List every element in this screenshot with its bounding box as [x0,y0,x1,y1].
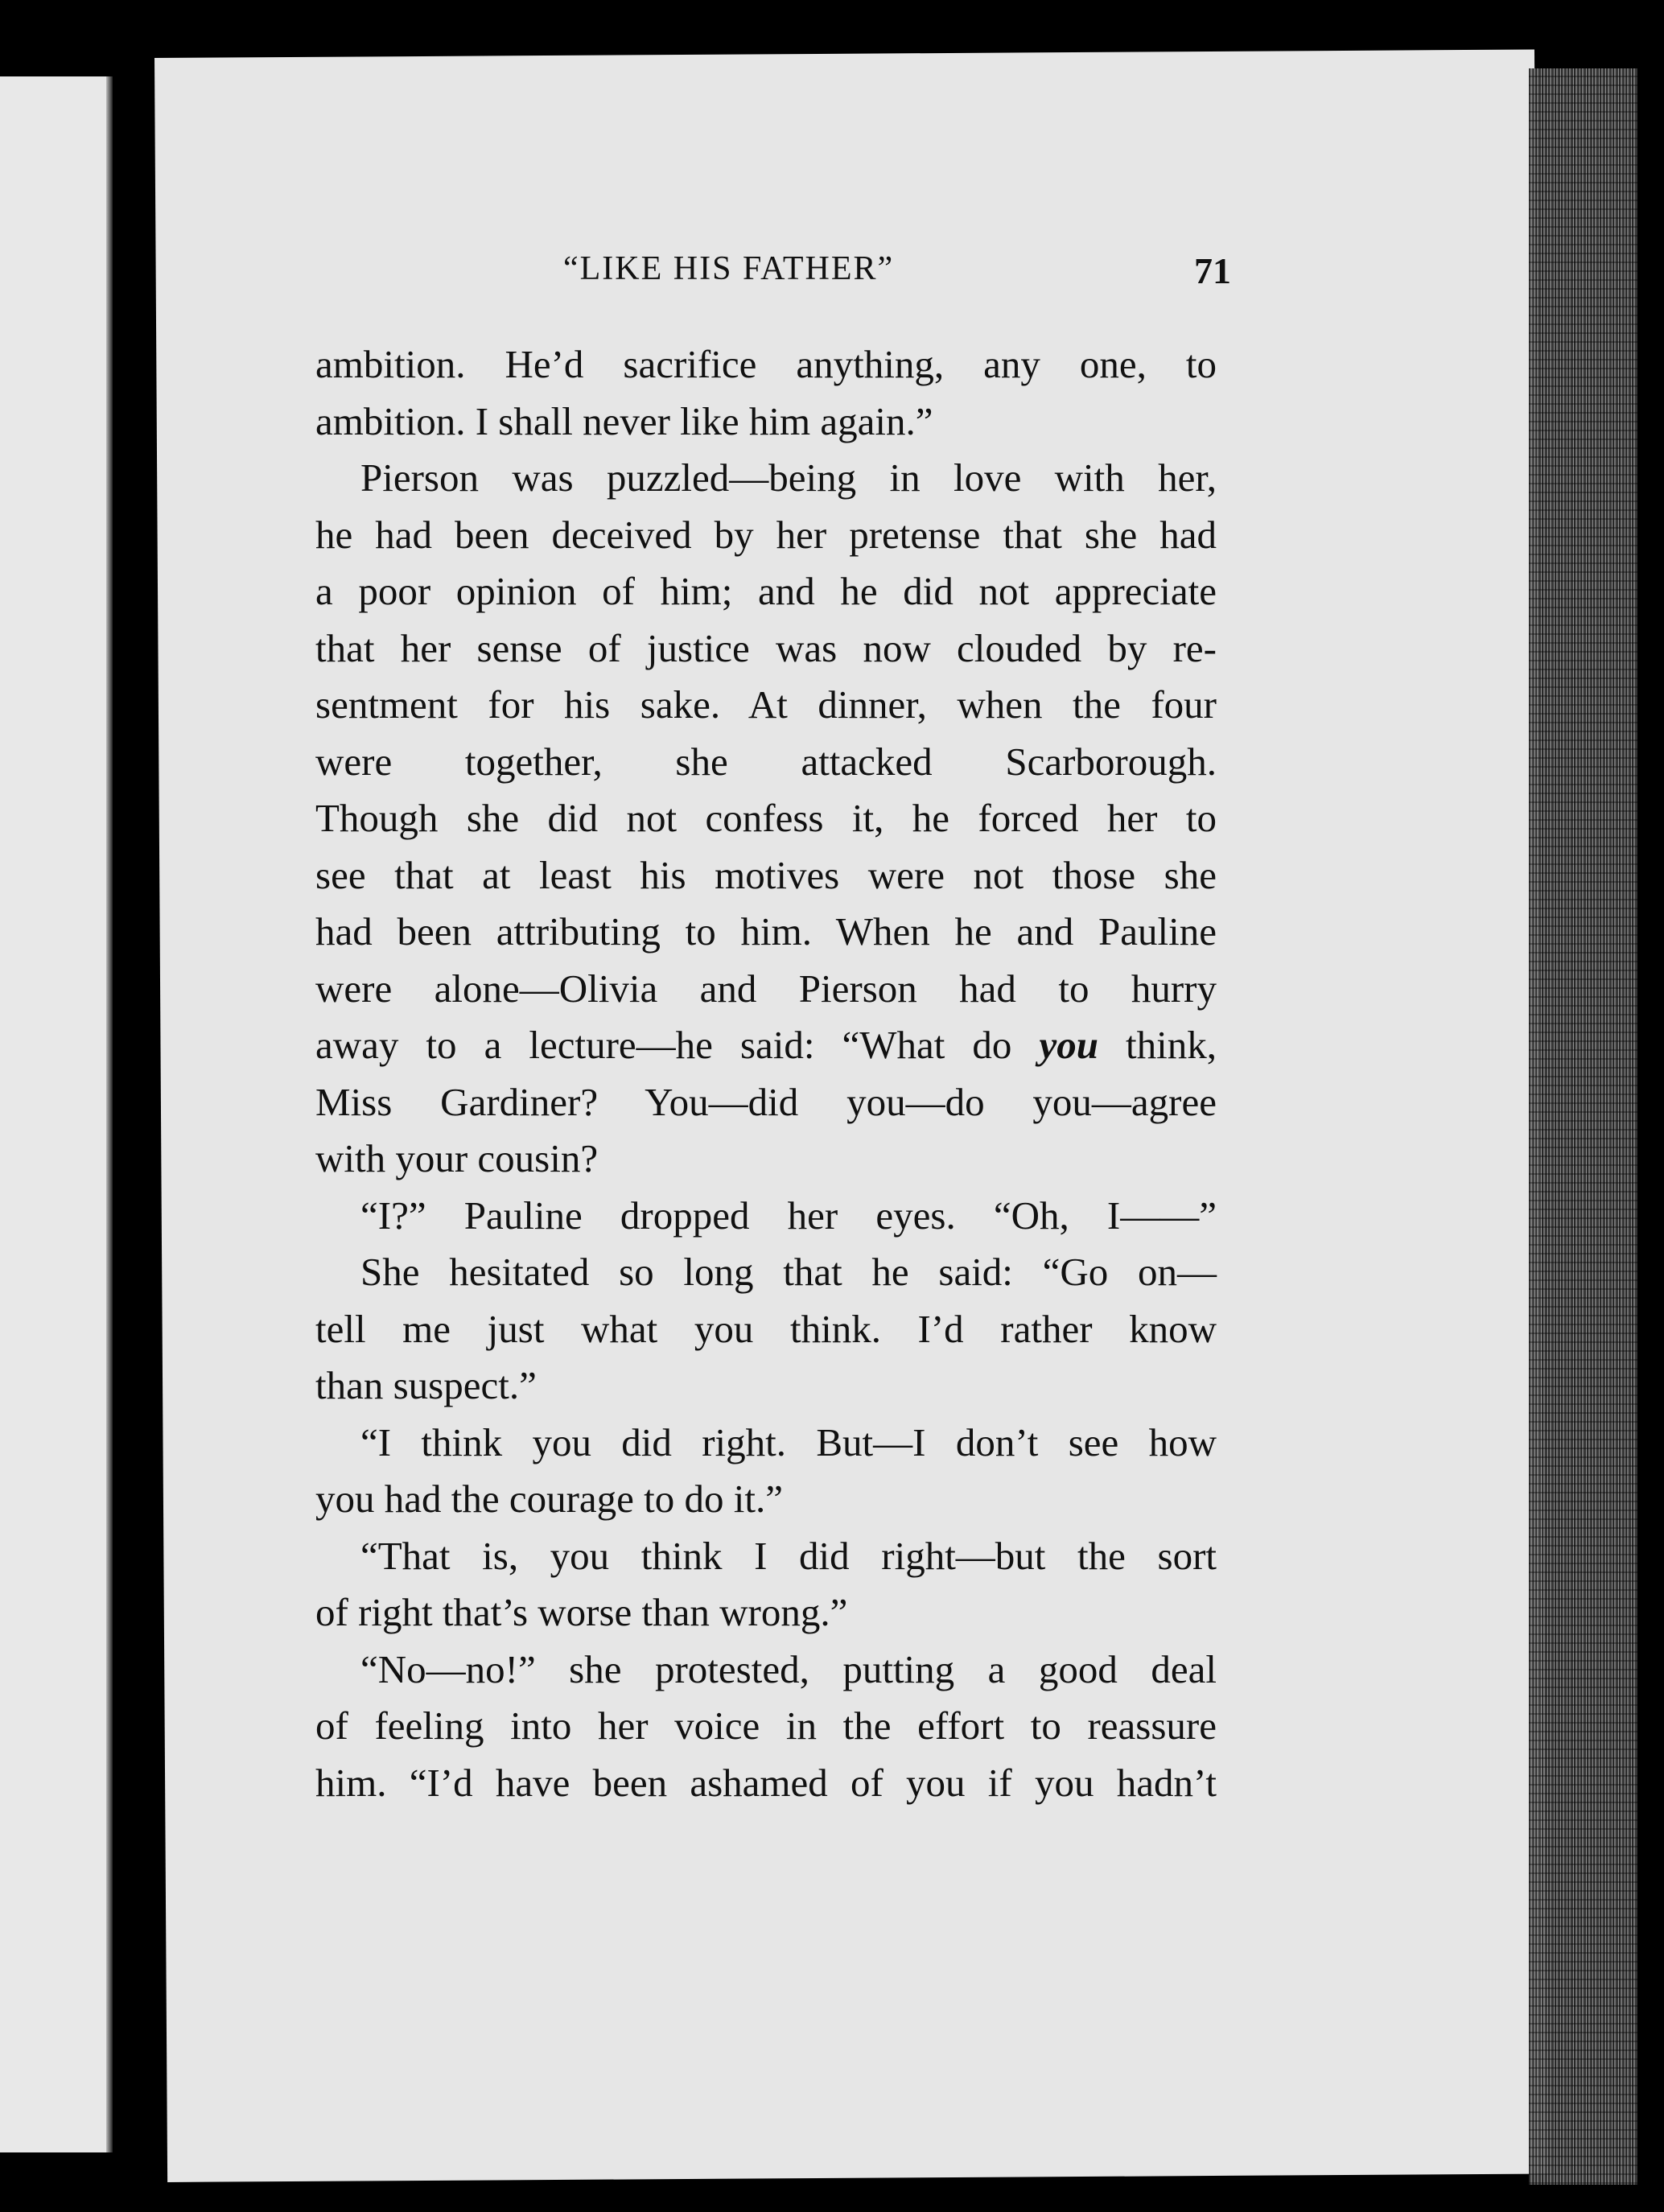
text-line: “I think you did right. But—I don’t see how [360,1419,1217,1464]
text-line: with your cousin? [315,1136,599,1180]
text-line: him. “I’d have been ashamed of you if you hadn’t [315,1760,1217,1805]
text-line: Though she did not confess it, he forced her to [315,796,1217,840]
text-line: that her sense of justice was now clouded by re- [315,625,1217,670]
text-line: than suspect.” [315,1363,537,1407]
text-line: “I?” Pauline dropped her eyes. “Oh, I——” [360,1193,1217,1238]
facing-page-edge [0,76,113,2152]
book-gutter [106,76,113,2152]
text-line: see that at least his motives were not those she [315,852,1217,897]
text-line: ambition. I shall never like him again.” [315,398,933,443]
text-line: he had been deceived by her pretense that she had [315,512,1217,557]
page-number: 71 [1194,250,1231,291]
emphasized-word: you [1039,1023,1098,1067]
text-line: were alone—Olivia and Pierson had to hurry [315,966,1217,1011]
text-line: had been attributing to him. When he and Pauline [315,909,1217,954]
text-line: of right that’s worse than wrong.” [315,1590,848,1634]
text-line: She hesitated so long that he said: “Go on— [360,1250,1217,1294]
running-head: “LIKE HIS FATHER” [563,250,895,287]
text-segment: think, [1098,1023,1217,1067]
text-line [315,1017,1217,1074]
text-line: ambition. He’d sacrifice anything, any one, to [315,342,1217,386]
page-block-texture [1529,68,1637,2185]
text-line: “No—no!” she protested, putting a good deal [360,1646,1217,1691]
text-line: tell me just what you think. I’d rather know [315,1306,1217,1351]
text-line: “That is, you think I did right—but the sort [360,1533,1217,1578]
text-line: of feeling into her voice in the effort to reassure [315,1703,1217,1748]
body-text [315,336,1217,1811]
text-line: a poor opinion of him; and he did not appreciate [315,569,1217,613]
text-segment: away to a lecture—he said: “What do [315,1023,1040,1067]
text-line: you had the courage to do it.” [315,1477,784,1521]
text-line: sentment for his sake. At dinner, when the four [315,682,1217,727]
text-line: Pierson was puzzled—being in love with her, [360,455,1217,500]
text-line: were together, she attacked Scarborough. [315,739,1217,784]
page-header [402,249,1231,298]
text-line: Miss Gardiner? You—did you—do you—agree [315,1079,1217,1124]
